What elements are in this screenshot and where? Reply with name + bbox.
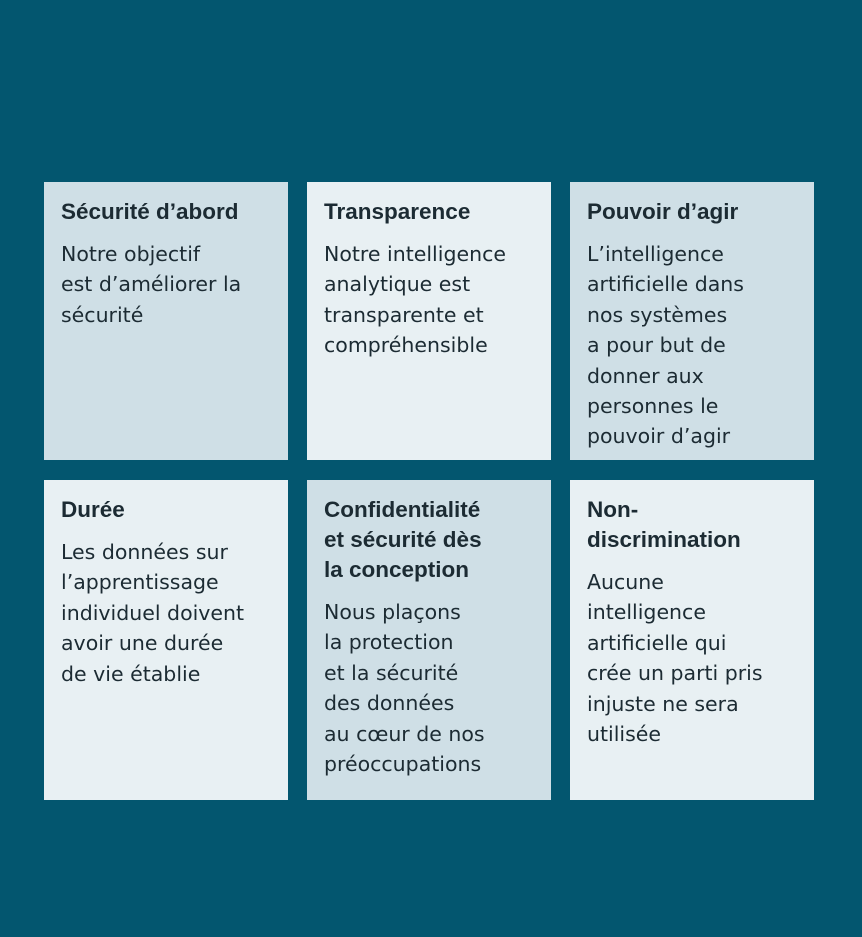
principles-grid [44,182,814,800]
card-title: Transparence [324,199,471,224]
card-securite-dabord [44,182,288,460]
card-body: Notre objectif est d’améliorer la sécurité [61,242,242,327]
card-title: Durée [61,497,125,522]
card-body: Notre intelligence analytique est transparente et compréhensible [324,242,506,358]
card-non-discrimination [570,480,814,800]
card-pouvoir-dagir [570,182,814,460]
card-body: L’intelligence artificielle dans nos systèmes a pour but de donner aux personnes le pouvoir d’agir [587,242,744,449]
card-title: Sécurité d’abord [61,199,239,224]
card-duree [44,480,288,800]
card-title: Pouvoir d’agir [587,199,739,224]
card-confidentialite [307,480,551,800]
card-title: Confidentialité et sécurité dès la conception [324,497,482,582]
card-body: Nous plaçons la protection et la sécurité des données au cœur de nos préoccupations [324,600,485,777]
card-body: Aucune intelligence artificielle qui crée un parti pris injuste ne sera utilisée [587,570,763,747]
card-transparence [307,182,551,460]
card-title: Non- discrimination [587,497,741,552]
card-body: Les données sur l’apprentissage individuel doivent avoir une durée de vie établie [61,540,245,686]
